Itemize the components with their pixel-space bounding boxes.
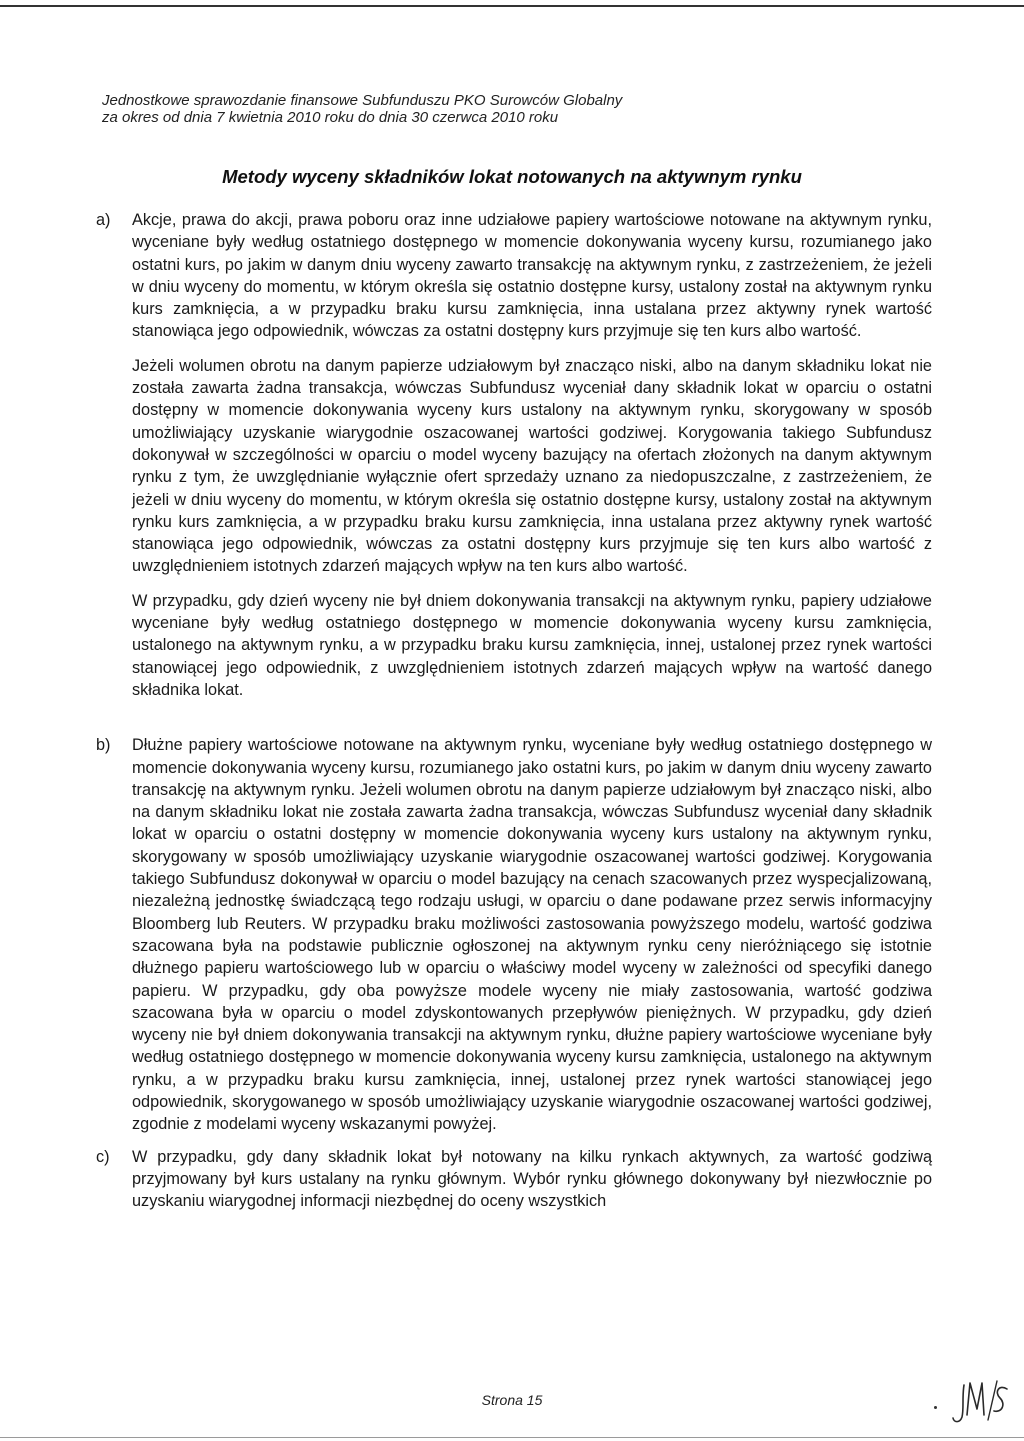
paragraph-b-1: Dłużne papiery wartościowe notowane na aktywnym rynku, wyceniane były według ostatniego dostępnego w momencie dokonywania wyceny kursu, rozumianego jako ostatni kurs, po jakim w danym dniu wyceny zawarto transakcję na aktywnym rynku. Jeżeli wolumen obrotu na danym papierze udziałowym był znacząco niski, albo na danym składniku lokat nie została zawarta żadna transakcja, wówczas Subfundusz wyceniał dany składnik lokat w oparciu o ostatni dostępny w momencie dokonywania wyceny kurs ustalony na aktywnym rynku, skorygowany w sposób umożliwiający uzyskanie wiarygodnie oszacowanej wartości godziwej. Korygowania takiego Subfundusz dokonywał w oparciu o model bazujący na cenach szacowanych przez wyspecjalizowaną, niezależną jednostkę świadczącą tego rodzaju usługi, w oparciu o dane podawane przez serwis informacyjny Bloomberg lub Reuters. W przypadku braku możliwości zastosowania powyższego modelu, wartość godziwa szacowana była na podstawie publicznie ogłoszonej na aktywnym rynku ceny nieróżniącego się istotnie dłużnego papieru wartościowego lub w oparciu o właściwy model wyceny w zależności od specyfiki danego papieru. W przypadku, gdy oba powyższe modele wyceny nie miały zastosowania, wartość godziwa szacowana była w oparciu o model zdyskontowanych przepływów pieniężnych. W przypadku, gdy dzień wyceny nie był dniem dokonywania transakcji na aktywnym rynku, dłużne papiery wartościowe wyceniane były według ostatniego dostępnego w momencie dokonywania wyceny kursu zamknięcia, ustalonego na aktywnym rynku, a w przypadku braku kursu zamknięcia, innej, ustalonej przez rynek wartości stanowiącej jego odpowiednik, skorygowanego w sposób umożliwiający uzyskanie wiarygodnie oszacowanej wartości godziwej, zgodnie z modelami wyceny wskazanymi powyżej. xyxy=(132,736,932,1134)
paragraph-a-1: Akcje, prawa do akcji, prawa poboru oraz inne udziałowe papiery wartościowe notowane na aktywnym rynku, wyceniane były według ostatniego dostępnego w momencie dokonywania wyceny kursu, rozumianego jako ostatni kurs, po jakim w danym dniu wyceny zawarto transakcję na aktywnym rynku, z zastrzeżeniem, że jeżeli w dniu wyceny do momentu, w którym określa się ostatnio dostępne kursy, ustalony został na aktywnym rynku kurs zamknięcia, a w przypadku braku kursu zamknięcia, inna ustalana przez aktywny rynek wartość stanowiąca jego odpowiednik, wówczas za ostatni dostępny kurs przyjmuje się ten kurs albo wartość. xyxy=(132,211,932,341)
list-item-a xyxy=(96,209,932,701)
header-line-2: za okres od dnia 7 kwietnia 2010 roku do dnia 30 czerwca 2010 roku xyxy=(102,109,559,126)
list-marker-a: a) xyxy=(96,211,111,229)
list-marker-c: c) xyxy=(96,1147,110,1166)
bottom-rule xyxy=(0,1437,1024,1438)
header-line-1: Jednostkowe sprawozdanie finansowe Subfunduszu PKO Surowców Globalny xyxy=(102,92,623,109)
list-item-c xyxy=(96,1146,932,1213)
document-body xyxy=(96,209,932,1212)
list-item-b xyxy=(96,734,932,1135)
signature-initials xyxy=(950,1375,1010,1430)
paragraph-c-1: W przypadku, gdy dany składnik lokat był notowany na kilku rynkach aktywnych, za wartość godziwą przyjmowany był kurs ustalany na rynku głównym. Wybór rynku głównego dokonywany był niezwłocznie po uzyskaniu wiarygodnej informacji niezbędnej do oceny wszystkich xyxy=(132,1147,932,1211)
section-title: Metody wyceny składników lokat notowanych na aktywnym rynku xyxy=(222,166,802,187)
document-header xyxy=(102,92,622,126)
paragraph-a-3: W przypadku, gdy dzień wyceny nie był dniem dokonywania transakcji na aktywnym rynku, papiery udziałowe wyceniane były według ostatniego dostępnego w momencie dokonywania wyceny kursu zamknięcia, ustalonego na aktywnym rynku, a w przypadku braku kursu zamknięcia, innej, ustalonej przez rynek wartości stanowiącej jego odpowiednik, z uwzględnieniem istotnych zdarzeń mających wpływ na wartość danego składnika lokat. xyxy=(132,591,932,699)
paragraph-a-2: Jeżeli wolumen obrotu na danym papierze udziałowym był znacząco niski, albo na danym składniku lokat nie została zawarta żadna transakcja, wówczas Subfundusz wyceniał dany składnik lokat w oparciu o ostatni dostępny w momencie dokonywania wyceny kurs ustalony na aktywnym rynku, skorygowany w sposób umożliwiający uzyskanie wiarygodnie oszacowanej wartości godziwej. Korygowania takiego Subfundusz dokonywał w szczególności w oparciu o model wyceny bazujący na ofertach złożonych na danym aktywnym rynku z tym, że uwzględnianie wyłącznie ofert sprzedaży uznano za niedopuszczalne, z zastrzeżeniem, że jeżeli w dniu wyceny do momentu, w którym określa się ostatnio dostępne kursy, ustalony został na aktywnym rynku kurs zamknięcia, a w przypadku braku kursu zamknięcia, inna ustalana przez aktywny rynek wartość stanowiąca jego odpowiednik, wówczas za ostatni dostępny kurs przyjmuje się ten kurs albo wartość z uwzględnieniem istotnych zdarzeń mających wpływ na ten kurs albo wartość. xyxy=(132,356,932,576)
dot-mark xyxy=(934,1406,937,1409)
top-rule xyxy=(0,5,1024,7)
list-marker-b: b) xyxy=(96,736,111,755)
page-number: Strona 15 xyxy=(481,1392,543,1408)
